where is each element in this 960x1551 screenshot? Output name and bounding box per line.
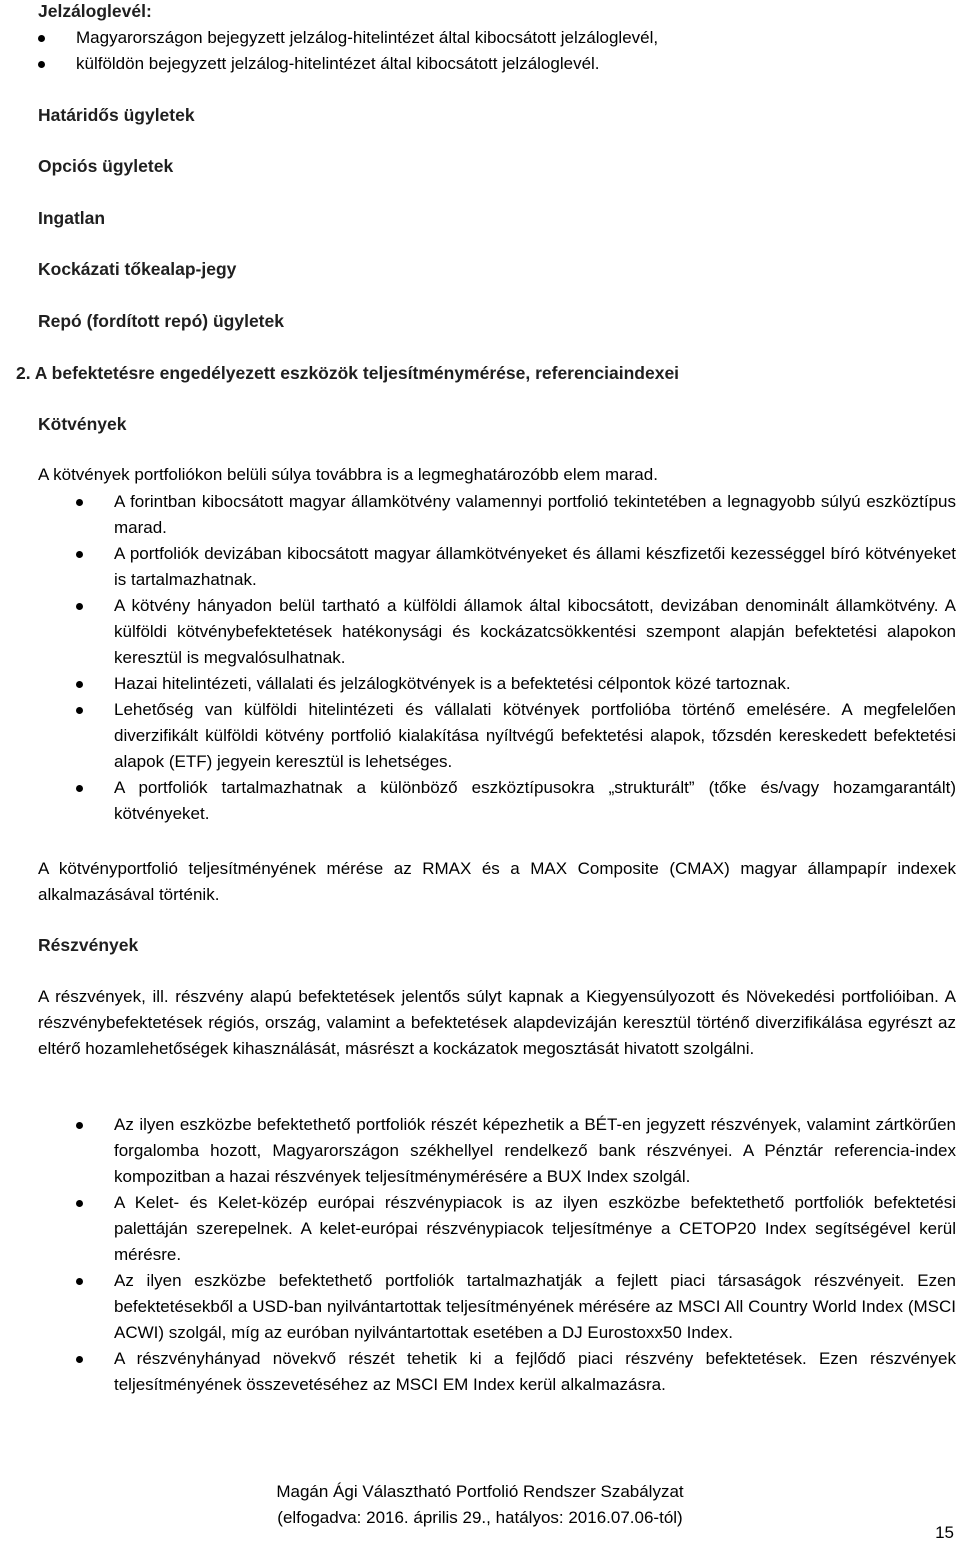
category-heading-venture-capital: Kockázati tőkealap-jegy: [38, 259, 237, 279]
bullet-icon: [38, 61, 45, 68]
bullet-icon: [76, 785, 83, 792]
bonds-measurement: A kötvényportfolió teljesítményének mérése az RMAX és a MAX Composite (CMAX) magyar állampapír indexek alkalmazásával történik.: [38, 859, 956, 904]
bullet-icon: [38, 35, 45, 42]
bullet-icon: [76, 499, 83, 506]
equities-intro: A részvények, ill. részvény alapú befektetések jelentős súlyt kapnak a Kiegyensúlyozott és Növekedési portfolióiban. A részvénybefektetések régiós, ország, valamint a befektetések alapdevizáján keresztül történő diverzifikálása egyrészt az eltérő hozamlehetőségek kihasználását, másrészt a kockázatok megosztását hivatott szolgálni.: [38, 987, 956, 1058]
section-2-title: 2. A befektetésre engedélyezett eszközök teljesítménymérése, referenciaindexei: [16, 363, 680, 383]
category-heading-real-estate: Ingatlan: [38, 208, 106, 228]
bullet-icon: [76, 1356, 83, 1363]
bullet-icon: [76, 551, 83, 558]
list-item: Hazai hitelintézeti, vállalati és jelzálogkötvények is a befektetési célpontok közé tartoznak.: [76, 671, 956, 697]
bullet-icon: [76, 1122, 83, 1129]
list-item: A forintban kibocsátott magyar államkötvény valamennyi portfolió tekintetében a legnagyobb súlyú eszköztípus marad.: [76, 489, 956, 541]
bullet-icon: [76, 707, 83, 714]
list-item: Lehetőség van külföldi hitelintézeti és vállalati kötvények portfolióba történő emelésére. A megfelelően diverzifikált külföldi kötvény portfolió kialakítása nyíltvégű befektetési alapok, tőzsdén kereskedett befektetési alapok (ETF) jegyein keresztül is lehetséges.: [76, 697, 956, 775]
category-heading-options: Opciós ügyletek: [38, 156, 174, 176]
mortgage-bond-heading: Jelzáloglevél:: [38, 1, 152, 21]
category-heading-futures: Határidős ügyletek: [38, 105, 195, 125]
bullet-icon: [76, 1200, 83, 1207]
footer-title: Magán Ági Választható Portfolió Rendszer Szabályzat: [276, 1482, 684, 1501]
list-item: A részvényhányad növekvő részét tehetik ki a fejlődő piaci részvény befektetések. Ezen részvények teljesítményének összevetéséhez az MSCI EM Index kerül alkalmazásra.: [76, 1346, 956, 1398]
equities-heading: Részvények: [38, 935, 139, 955]
category-heading-repo: Repó (fordított repó) ügyletek: [38, 311, 284, 331]
list-item: Az ilyen eszközbe befektethető portfoliók tartalmazhatják a fejlett piaci társaságok részvényeit. Ezen befektetésekből a USD-ban nyilvántartottak teljesítményének mérésére az MSCI All Country World Index (MSCI ACWI) szolgál, míg az euróban nyilvántartottak esetében a DJ Eurostoxx50 Index.: [76, 1268, 956, 1346]
list-item: A kötvény hányadon belül tartható a külföldi államok által kibocsátott, devizában denominált államkötvény. A külföldi kötvénybefektetések hatékonysági és kockázatcsökkentési szempont alapján befektetési alapokon keresztül is megvalósulhatnak.: [76, 593, 956, 671]
mortgage-bond-list: [38, 25, 918, 77]
list-item: Az ilyen eszközbe befektethető portfoliók részét képezhetik a BÉT-en jegyzett részvények, valamint zártkörűen forgalomba hozott, Magyarországon székhellyel rendelkező bank részvényei. A Pénztár referencia-index kompozitban a hazai részvények teljesítménymérésére a BUX Index szolgál.: [76, 1112, 956, 1190]
bonds-heading: Kötvények: [38, 414, 127, 434]
list-item: Magyarországon bejegyzett jelzálog-hitelintézet által kibocsátott jelzáloglevél,: [38, 25, 918, 51]
list-item: külföldön bejegyzett jelzálog-hitelintézet által kibocsátott jelzáloglevél.: [38, 51, 918, 77]
list-item: A portfoliók tartalmazhatnak a különböző eszköztípusokra „strukturált” (tőke és/vagy hozamgarantált) kötvényeket.: [76, 775, 956, 827]
bullet-icon: [76, 603, 83, 610]
footer-dates: (elfogadva: 2016. április 29., hatályos: 2016.07.06-tól): [277, 1508, 683, 1527]
list-item: A portfoliók devizában kibocsátott magyar államkötvényeket és állami készfizetői kezességgel bíró kötvényeket is tartalmazhatnak.: [76, 541, 956, 593]
list-item: A Kelet- és Kelet-közép európai részvénypiacok is az ilyen eszközbe befektethető portfoliók befektetési palettáján szerepelnek. A kelet-európai részvénypiacok teljesítménye a CETOP20 Index segítségével kerül mérésre.: [76, 1190, 956, 1268]
equities-list: [76, 1112, 956, 1398]
page-number: 15: [935, 1523, 954, 1542]
bonds-list: [76, 489, 956, 827]
bullet-icon: [76, 1278, 83, 1285]
bullet-icon: [76, 681, 83, 688]
bonds-intro: A kötvények portfoliókon belüli súlya továbbra is a legmeghatározóbb elem marad.: [38, 465, 658, 484]
